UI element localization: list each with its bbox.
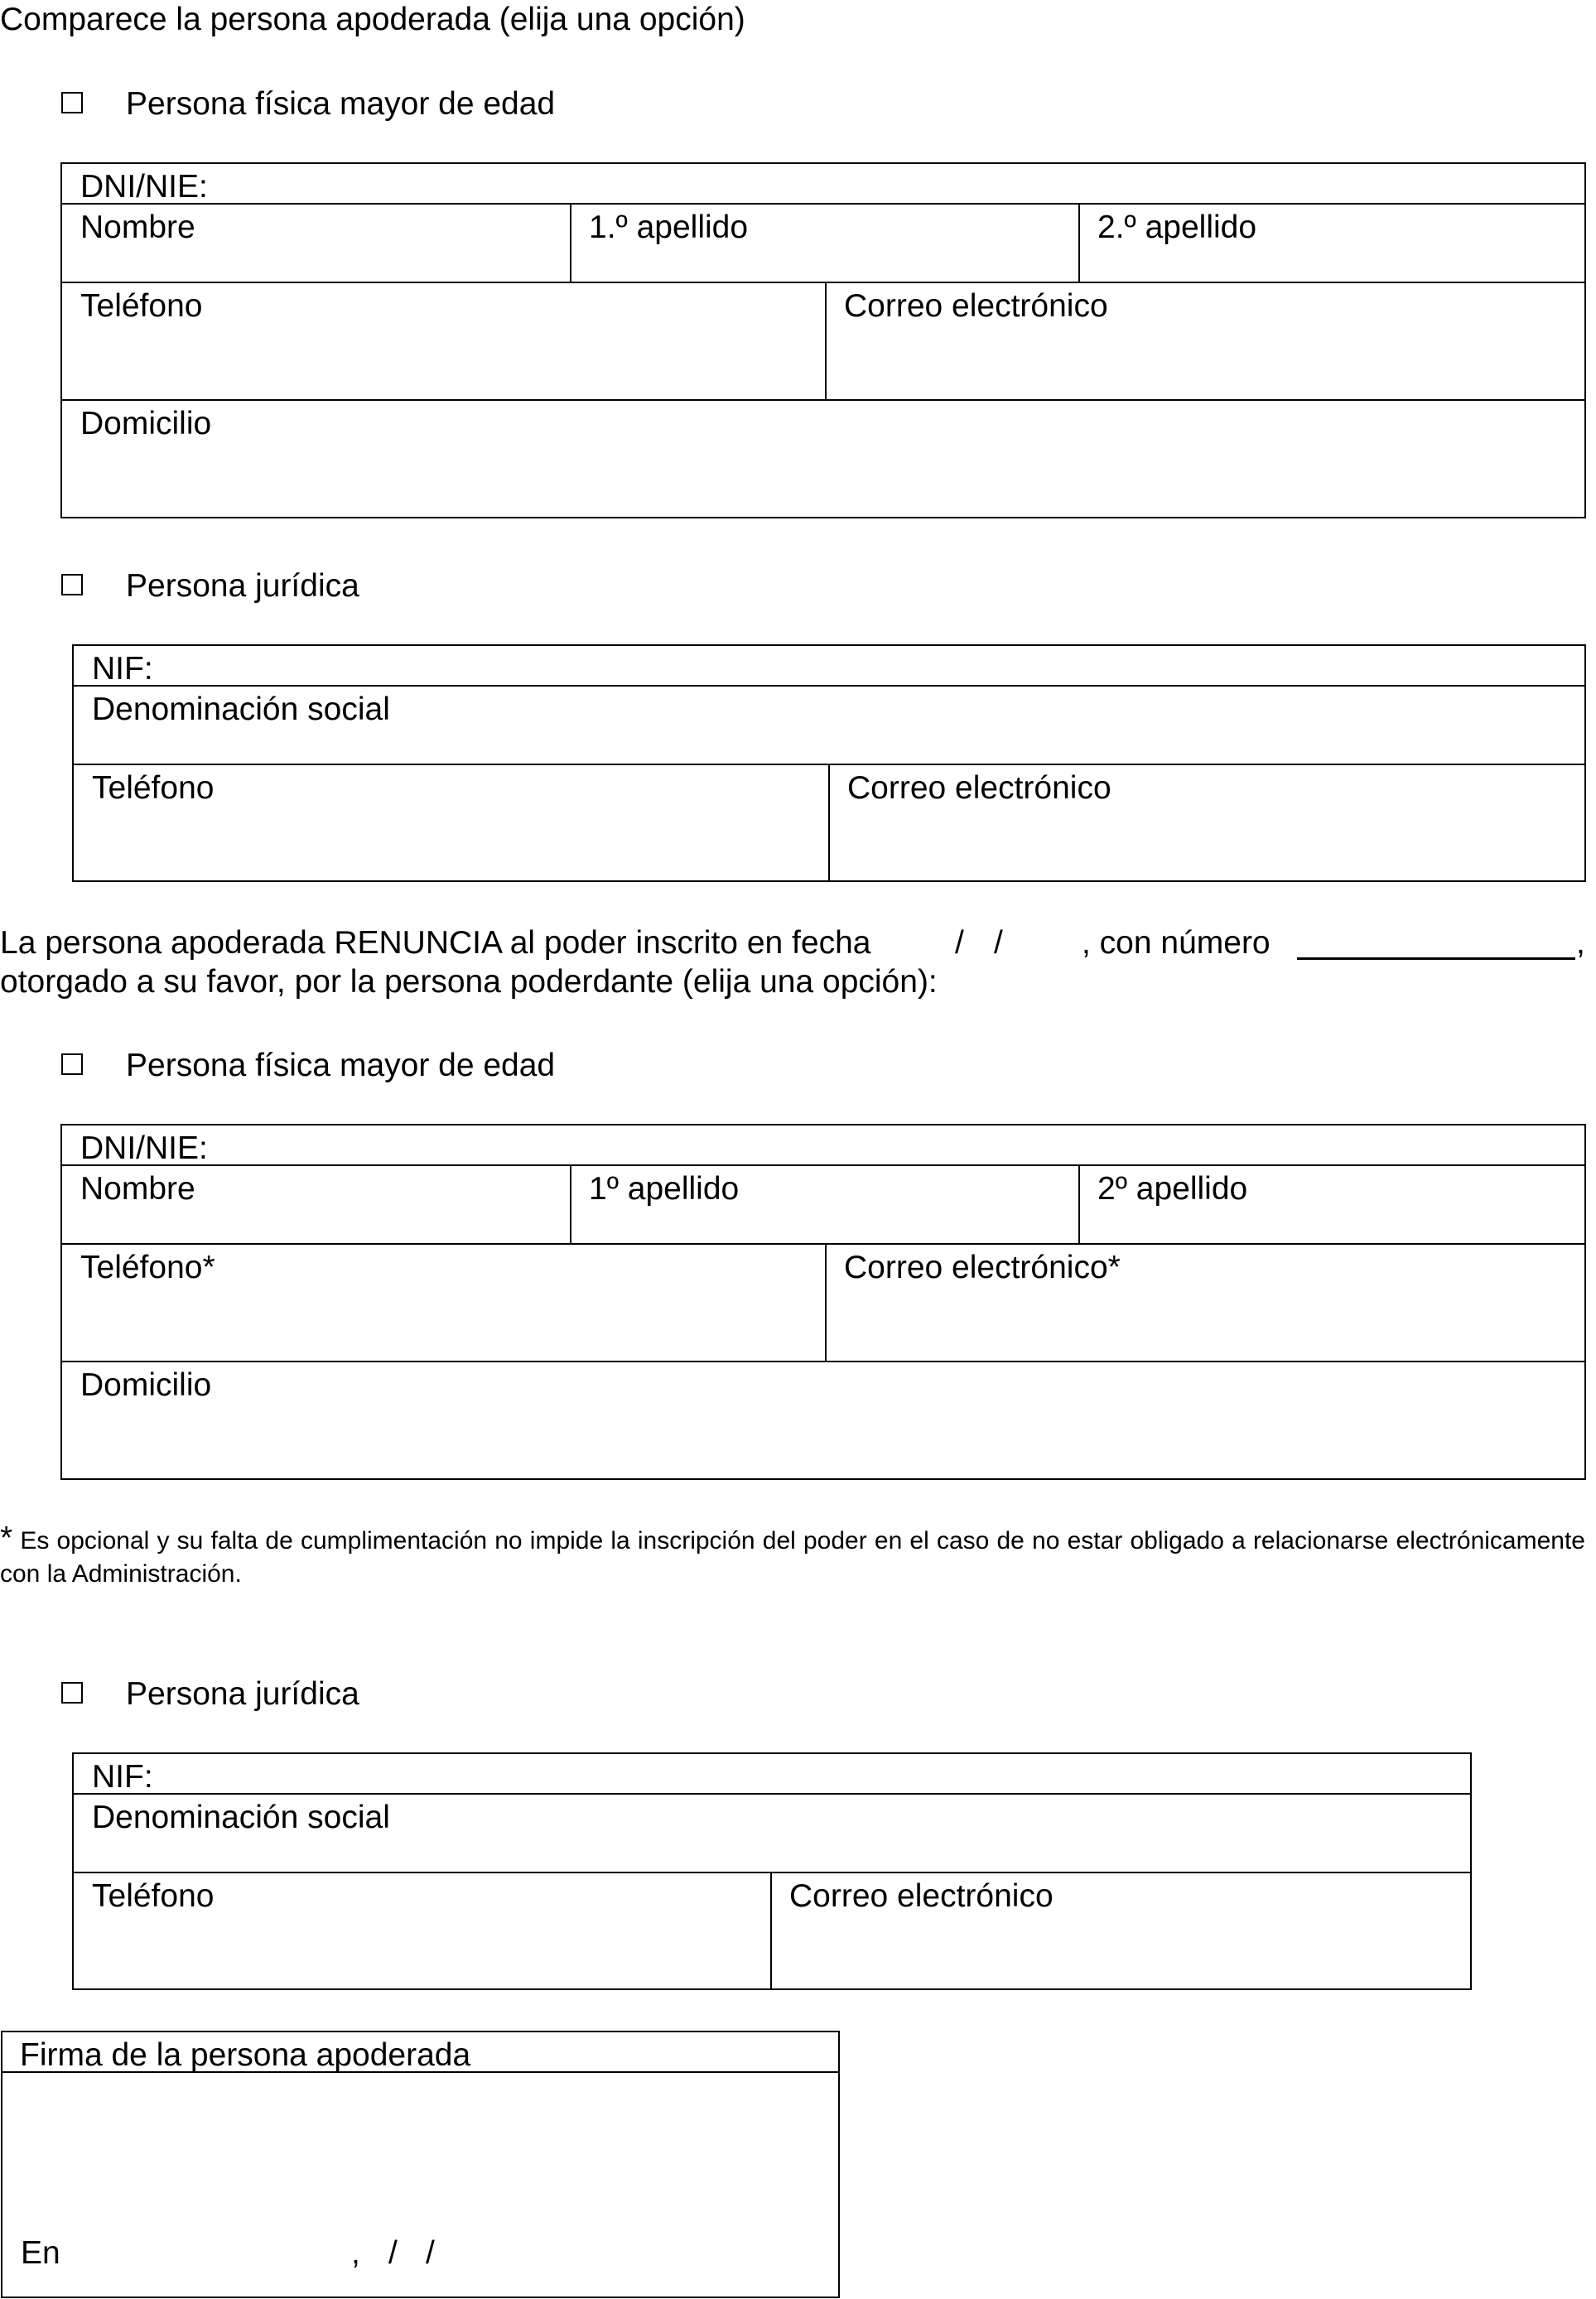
fecha-slash-1: / bbox=[955, 925, 964, 961]
col-divider bbox=[825, 1243, 827, 1361]
signature-area[interactable] bbox=[2, 2073, 838, 2297]
footnote-text: Es opcional y su falta de cumplimentación no impide la inscripción del poder en el caso de no estar obligado a relacionarse electrónicamente con la Administración. bbox=[0, 1527, 1585, 1588]
row-divider bbox=[74, 1793, 1470, 1795]
poderdante-fisica-table bbox=[60, 1124, 1586, 1480]
row-divider bbox=[62, 1361, 1584, 1362]
checkbox-apoderado-juridica[interactable] bbox=[61, 574, 83, 595]
row-divider bbox=[62, 203, 1584, 205]
apellido2-field[interactable]: 2º apellido bbox=[1097, 1171, 1248, 1207]
apoderado-fisica-table bbox=[60, 162, 1586, 518]
option-label-apoderado-juridica: Persona jurídica bbox=[126, 568, 359, 604]
nif-label: NIF: bbox=[92, 1759, 153, 1795]
renuncia-text-line2: otorgado a su favor, por la persona poderdante (elija una opción): bbox=[0, 964, 938, 1000]
firma-slash-1: / bbox=[388, 2235, 398, 2271]
checkbox-poderdante-juridica[interactable] bbox=[61, 1682, 83, 1704]
correo-field[interactable]: Correo electrónico bbox=[789, 1878, 1054, 1914]
firma-title: Firma de la persona apoderada bbox=[20, 2037, 471, 2073]
apellido1-field[interactable]: 1.º apellido bbox=[589, 210, 749, 245]
correo-field[interactable]: Correo electrónico bbox=[847, 770, 1111, 806]
renuncia-text-b: , con número bbox=[1082, 925, 1271, 961]
telefono-field[interactable]: Teléfono bbox=[92, 770, 215, 806]
numero-blank[interactable] bbox=[1297, 957, 1575, 960]
firma-slash-2: / bbox=[426, 2235, 435, 2271]
denominacion-field[interactable]: Denominación social bbox=[92, 1800, 390, 1835]
col-divider bbox=[1078, 203, 1080, 282]
fecha-slash-2: / bbox=[994, 925, 1003, 961]
renuncia-text-a: La persona apoderada RENUNCIA al poder inscrito en fecha bbox=[0, 925, 871, 961]
row-divider bbox=[62, 282, 1584, 283]
checkbox-poderdante-fisica[interactable] bbox=[61, 1053, 83, 1075]
col-divider bbox=[825, 282, 827, 399]
nif-label: NIF: bbox=[92, 651, 153, 687]
firma-box bbox=[1, 2031, 840, 2298]
option-label-apoderado-fisica: Persona física mayor de edad bbox=[126, 86, 556, 122]
row-divider bbox=[74, 1872, 1470, 1873]
row-divider bbox=[62, 399, 1584, 401]
renuncia-comma: , bbox=[1576, 925, 1585, 961]
denominacion-field[interactable]: Denominación social bbox=[92, 692, 390, 727]
correo-field[interactable]: Correo electrónico* bbox=[844, 1250, 1121, 1285]
firma-comma: , bbox=[351, 2235, 360, 2271]
nombre-field[interactable]: Nombre bbox=[80, 1171, 195, 1207]
option-label-poderdante-fisica: Persona física mayor de edad bbox=[126, 1048, 556, 1083]
row-divider bbox=[62, 1164, 1584, 1166]
row-divider bbox=[62, 1243, 1584, 1245]
firma-en-label: En bbox=[21, 2235, 60, 2271]
domicilio-field[interactable]: Domicilio bbox=[80, 1367, 212, 1403]
telefono-field[interactable]: Teléfono* bbox=[80, 1250, 215, 1285]
option-label-poderdante-juridica: Persona jurídica bbox=[126, 1676, 359, 1712]
col-divider bbox=[570, 203, 571, 282]
domicilio-field[interactable]: Domicilio bbox=[80, 406, 212, 441]
apoderado-juridica-table bbox=[72, 644, 1586, 882]
nombre-field[interactable]: Nombre bbox=[80, 210, 195, 245]
checkbox-apoderado-fisica[interactable] bbox=[61, 92, 83, 113]
dni-label: DNI/NIE: bbox=[80, 1130, 208, 1166]
col-divider bbox=[828, 764, 830, 880]
col-divider bbox=[1078, 1164, 1080, 1243]
apellido1-field[interactable]: 1º apellido bbox=[589, 1171, 740, 1207]
poderdante-juridica-table bbox=[72, 1752, 1472, 1990]
footnote-asterisk: * bbox=[0, 1521, 13, 1556]
optional-footnote bbox=[0, 1522, 1585, 1591]
dni-label: DNI/NIE: bbox=[80, 169, 208, 205]
telefono-field[interactable]: Teléfono bbox=[92, 1878, 215, 1914]
col-divider bbox=[570, 1164, 571, 1243]
correo-field[interactable]: Correo electrónico bbox=[844, 288, 1108, 324]
row-divider bbox=[74, 685, 1584, 687]
apellido2-field[interactable]: 2.º apellido bbox=[1097, 210, 1257, 245]
intro-text: Comparece la persona apoderada (elija una opción) bbox=[0, 2, 745, 37]
col-divider bbox=[770, 1872, 772, 1988]
telefono-field[interactable]: Teléfono bbox=[80, 288, 203, 324]
